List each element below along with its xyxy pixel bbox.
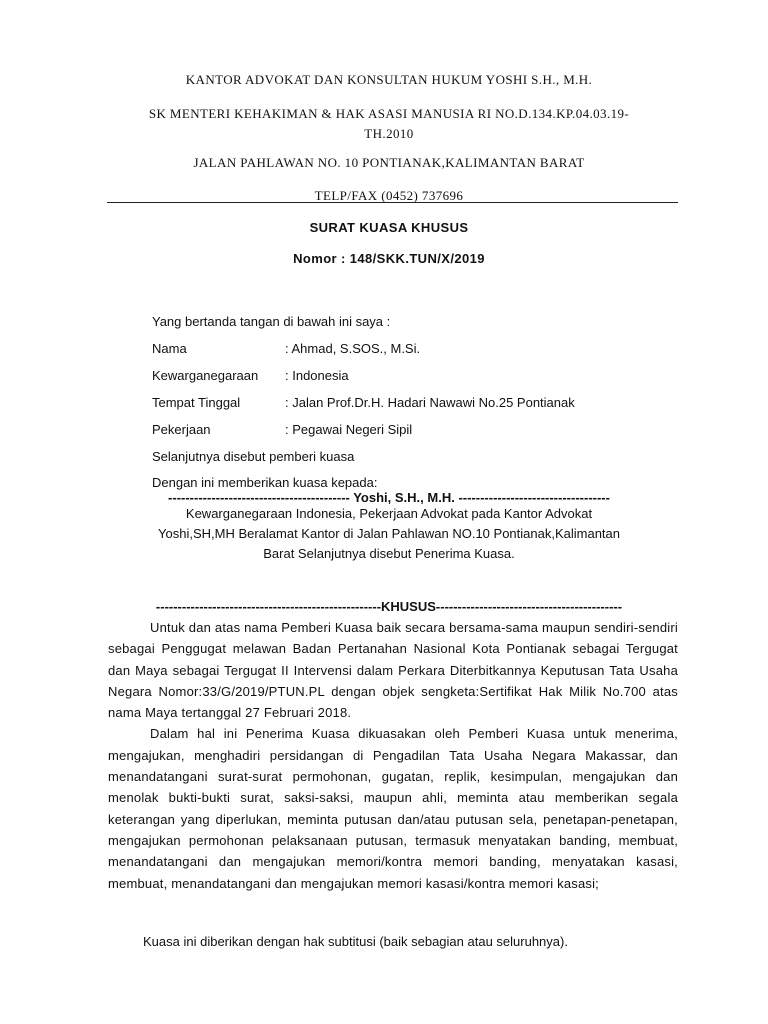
authority-paragraphs xyxy=(108,617,678,894)
recipient-line: Barat Selanjutnya disebut Penerima Kuasa. xyxy=(263,546,515,561)
paragraph-powers: Dalam hal ini Penerima Kuasa dikuasakan oleh Pemberi Kuasa untuk menerima, mengajukan, menghadiri persidangan di Pengadilan Tata Usaha Negara Makassar, dan menandatangani surat-surat permohonan, gugatan, replik, kesimpulan, mengajukan dan menolak bukti-bukti surat, saksi-saksi, maupun ahli, meminta atau memberikan segala keterangan yang diperlukan, meminta putusan dan/atau putusan sela, penetapan-penetapan, mengajukan permohonan pelaksanaan putusan, termasuk menyatakan banding, membuat, menandatangani dan mengajukan memori/kontra memori banding, menyatakan kasasi, membuat, menandatangani dan mengajukan memori kasasi/kontra memori kasasi; xyxy=(108,726,678,891)
letterhead-divider xyxy=(107,202,678,203)
letterhead-decree-line: SK MENTERI KEHAKIMAN & HAK ASASI MANUSIA RI NO.D.134.KP.04.03.19- xyxy=(148,106,630,121)
document-number: Nomor : 148/SKK.TUN/X/2019 xyxy=(293,251,485,266)
recipient-line: Yoshi,SH,MH Beralamat Kantor di Jalan Pahlawan NO.10 Pontianak,Kalimantan xyxy=(158,526,620,541)
intro-text: Yang bertanda tangan di bawah ini saya : xyxy=(152,314,391,329)
recipient-line: Kewarganegaraan Indonesia, Pekerjaan Advokat pada Kantor Advokat xyxy=(185,506,593,521)
letterhead-phone: TELP/FAX (0452) 737696 xyxy=(314,188,464,203)
field-value-pekerjaan: : Pegawai Negeri Sipil xyxy=(285,422,413,437)
letterhead-firm-name: KANTOR ADVOKAT DAN KONSULTAN HUKUM YOSHI S.H., M.H. xyxy=(185,72,593,87)
khusus-heading: ----------------------------------------------------KHUSUS------------------------------------------- xyxy=(155,599,623,614)
field-label-nama: Nama xyxy=(152,341,187,356)
giver-note: Selanjutnya disebut pemberi kuasa xyxy=(152,449,355,464)
field-label-kewarganegaraan: Kewarganegaraan xyxy=(152,368,259,383)
letterhead-address: JALAN PAHLAWAN NO. 10 PONTIANAK,KALIMANTAN BARAT xyxy=(193,155,585,170)
paragraph-scope: Untuk dan atas nama Pemberi Kuasa baik secara bersama-sama maupun sendiri-sendiri sebagai Penggugat melawan Badan Pertanahan Nasional Kota Pontianak sebagai Tergugat dan Maya sebagai Tergugat II Intervensi dalam Perkara Diterbitkannya Keputusan Tata Usaha Negara Nomor:33/G/2019/PTUN.PL dengan objek sengketa:Sertifikat Hak Milik No.700 atas nama Maya tertanggal 27 Februari 2018. xyxy=(108,620,678,721)
field-label-pekerjaan: Pekerjaan xyxy=(152,422,211,437)
letterhead-decree-year: TH.2010 xyxy=(364,126,414,141)
grant-intro: Dengan ini memberikan kuasa kepada: xyxy=(152,475,378,490)
field-value-tempat-tinggal: : Jalan Prof.Dr.H. Hadari Nawawi No.25 Pontianak xyxy=(285,395,575,410)
field-value-kewarganegaraan: : Indonesia xyxy=(285,368,349,383)
field-value-nama: : Ahmad, S.SOS., M.Si. xyxy=(285,341,421,356)
closing-statement: Kuasa ini diberikan dengan hak subtitusi (baik sebagian atau seluruhnya). xyxy=(143,934,568,949)
document-title: SURAT KUASA KHUSUS xyxy=(309,220,469,235)
field-label-tempat-tinggal: Tempat Tinggal xyxy=(152,395,241,410)
recipient-heading: ------------------------------------------ Yoshi, S.H., M.H. ----------------------------------- xyxy=(168,490,610,505)
